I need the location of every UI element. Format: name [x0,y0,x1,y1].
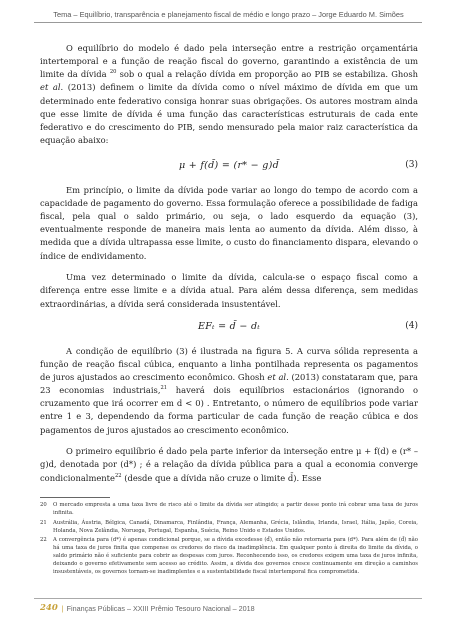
footnotes [40,502,418,579]
equation-4-expression: EFₜ = d̄ − dₜ [198,320,260,332]
equation-4 [40,317,418,337]
footnote-number: 22 [40,537,47,544]
footnote-divider [40,497,110,498]
paragraph-4: A condição de equilíbrio (3) é ilustrada na figura 5. A curva sólida representa a função de reação fiscal cúbica, enquanto a linha pontilhada representa os pagamentos de juros ajustados ao crescimento econômico. Ghosh et al. (2013) constataram que, para 23 economias industriais,$^{21}$ haverá dois equilíbrios estacionários (ignorando o cruzamento que irá ocorrer em d < 0) . Entretanto, o número de equilíbrios pode variar entre 1 e 3, dependendo da forma particular de cada função de reação cúbica e dos pagamentos de juros ajustados ao crescimento econômico. [40,345,418,435]
equation-3-expression: μ + f(d̄) = (r* − g)d̄ [178,159,280,171]
footnote-ref-20[interactable]: 20 [109,69,117,76]
footnote-text: O mercado empresta a uma taxa livre de risco até o limite da dívida ser atingido; a partir desse ponto irá cobrar uma taxa de juros infinita. [53,502,418,516]
paragraph-1: O equilíbrio do modelo é dado pela interseção entre a restrição orçamentária intertemporal e a função de reação fiscal do governo, garantindo a existência de um limite da dívida $^{20}$ sob o qual a relação dívida em proporção ao PIB se estabiliza. Ghosh et al. (2013) definem o limite da dívida como o nível máximo de dívida em que um determinado ente federativo consiga honrar suas obrigações. Os autores mostram ainda que esse limite de dívida é uma função das características estruturais de cada ente federativo e do crescimento do PIB, sendo mensurado pela maior raiz característica da equação abaixo: [40,43,418,146]
page-number: 240 [40,603,58,613]
footer-divider [34,598,422,599]
footnote-ref-21[interactable]: 21 [160,385,168,392]
equation-3 [40,156,418,176]
page-footer [40,603,255,613]
footnote-text: A convergência para (d*) é apenas condicional porque, se a dívida excedesse (d̄), então não retornaria para (d*). Para além de (d̄) não há uma taxa de juros finita que compense os credores do risco da inadimplência. Em qualquer ponto à direita do limite da dívida, o saldo primário não é suficiente para cobrir as despesas com juros. Reconhecendo isso, os credores exigem uma taxa de juros infinita, deixando o governo efetivamente sem acesso ao crédito. Assim, a dívida dos governos cresce continuamente em direção a caminhos insustentáveis, os governos tornam-se inadimplentes e a sustentabilidade fiscal intertemporal fica comprometida. [53,537,418,575]
footer-separator: | [61,603,64,613]
equation-4-number: (4) [405,320,418,331]
footnote-number: 21 [40,519,47,526]
header-divider [34,22,422,23]
footnote-22 [40,537,418,577]
paragraph-2: Em princípio, o limite da dívida pode variar ao longo do tempo de acordo com a capacidade de pagamento do governo. Essa formulação oferece a possibilidade de fadiga fiscal, pela qual o saldo primário, ou seja, o lado esquerdo da equação (3), eventualmente responde de maneira mais lenta ao aumento da dívida. Além disso, à medida que a dívida ultrapassa esse limite, o custo do financiamento dispara, elevando o índice de endividamento. [40,184,418,261]
main-text [40,42,418,493]
footnote-number: 20 [40,502,47,508]
paragraph-3: Uma vez determinado o limite da dívida, calcula-se o espaço fiscal como a diferença entre esse limite e a dívida atual. Para além dessa diferença, sem medidas extraordinárias, a dívida será considerada insustentável. [40,272,418,309]
equation-3-number: (3) [405,159,418,170]
footer-publication: Finanças Públicas – XXIII Prêmio Tesouro Nacional – 2018 [66,603,255,613]
footnote-ref-22[interactable]: 22 [114,472,122,479]
footnote-21 [40,520,418,536]
footnote-20 [40,502,418,518]
footnote-text: Austrália, Áustria, Bélgica, Canadá, Dinamarca, Finlândia, França, Alemanha, Grécia, Islândia, Irlanda, Israel, Itália, Japão, Coreia, Holanda, Nova Zelândia, Noruega, Portugal, Espanha, Suécia, Reino Unido e Estados Unidos. [53,519,418,534]
running-header: Tema – Equilíbrio, transparência e planejamento fiscal de médio e longo prazo – Jorge Eduardo M. Simões [53,10,404,19]
paragraph-5: O primeiro equilíbrio é dado pela parte inferior da interseção entre μ + f(d) e (r* – g)d, denotada por (d*) ; é a relação da dívida pública para a qual a economia converge condicionalmente$^{22}$ (desde que a dívida não cruze o limite d̄). Esse [40,446,418,483]
